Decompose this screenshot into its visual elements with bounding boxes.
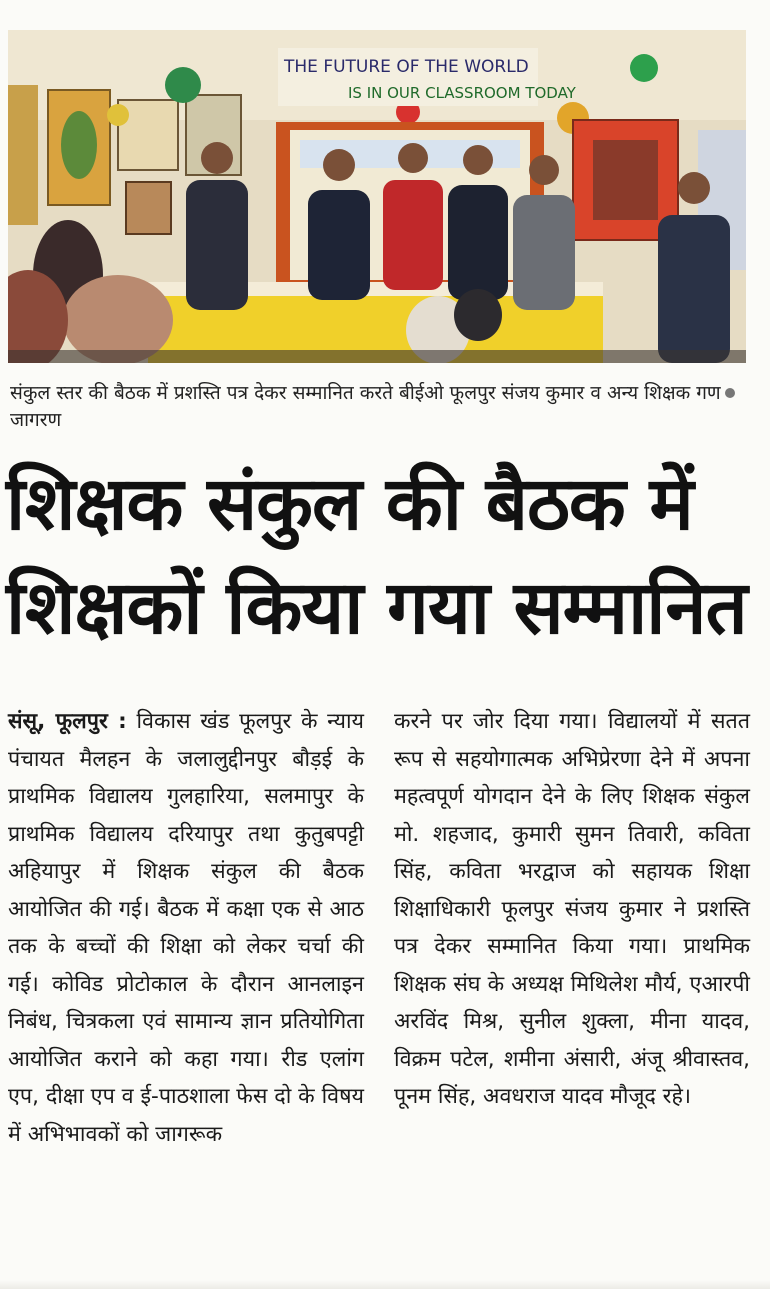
article-column-2 — [394, 703, 750, 1116]
article-text-col1: विकास खंड फूलपुर के न्याय पंचायत मैलहन के जलालुद्दीनपुर बौड़ई के प्राथमिक विद्यालय गुलहारिया, सलमापुर के प्राथमिक विद्यालय दरियापुर तथा कुतुबपट्टी अहियापुर में शिक्षक संकुल की बैठक आयोजित की गई। बैठक में कक्षा एक से आठ तक के बच्चों की शिक्षा को लेकर चर्चा की गई। कोविड प्रोटोकाल के दौरान आनलाइन निबंध, चित्रकला एवं सामान्य ज्ञान प्रतियोगिता आयोजित कराने को कहा गया। रीड एलांग एप, दीक्षा एप व ई-पाठशाला फेस दो के विषय में अभिभावकों को जागरूक — [8, 709, 365, 1147]
caption-source: जागरण — [10, 409, 62, 431]
svg-text:THE FUTURE OF THE WORLD: THE FUTURE OF THE WORLD — [284, 57, 529, 77]
caption-text: संकुल स्तर की बैठक में प्रशस्ति पत्र देकर सम्मानित करते बीईओ फूलपुर संजय कुमार व अन्य शिक्षक गण — [10, 382, 721, 404]
headline — [6, 452, 761, 660]
photo-caption — [10, 380, 750, 434]
news-photo — [8, 30, 746, 363]
headline-line-1: शिक्षक संकुल की बैठक में — [6, 461, 693, 547]
bullet-dot-icon — [725, 388, 735, 398]
page-bottom-edge — [0, 1280, 770, 1289]
headline-line-2: शिक्षकों किया गया सम्मानित — [6, 565, 747, 651]
photo-illustration — [8, 30, 746, 363]
article-text-col2: करने पर जोर दिया गया। विद्यालयों में सतत रूप से सहयोगात्मक अभिप्रेरणा देने में अपना महत्वपूर्ण योगदान देने के लिए शिक्षक संकुल मो. शहजाद, कुमारी सुमन तिवारी, कविता सिंह, कविता भरद्वाज को सहायक शिक्षा शिक्षाधिकारी फूलपुर संजय कुमार ने प्रशस्ति पत्र देकर सम्मानित किया गया। प्राथमिक शिक्षक संघ के अध्यक्ष मिथिलेश मौर्य, एआरपी अरविंद मिश्र, सुनील शुक्ला, मीना यादव, विक्रम पटेल, शमीना अंसारी, अंजू श्रीवास्तव, पूनम सिंह, अवधराज यादव मौजूद रहे। — [394, 709, 750, 1109]
svg-text:IS IN OUR CLASSROOM TODAY: IS IN OUR CLASSROOM TODAY — [348, 84, 576, 102]
dateline: संसू, फूलपुर : — [8, 709, 127, 734]
article-column-1 — [8, 703, 364, 1153]
